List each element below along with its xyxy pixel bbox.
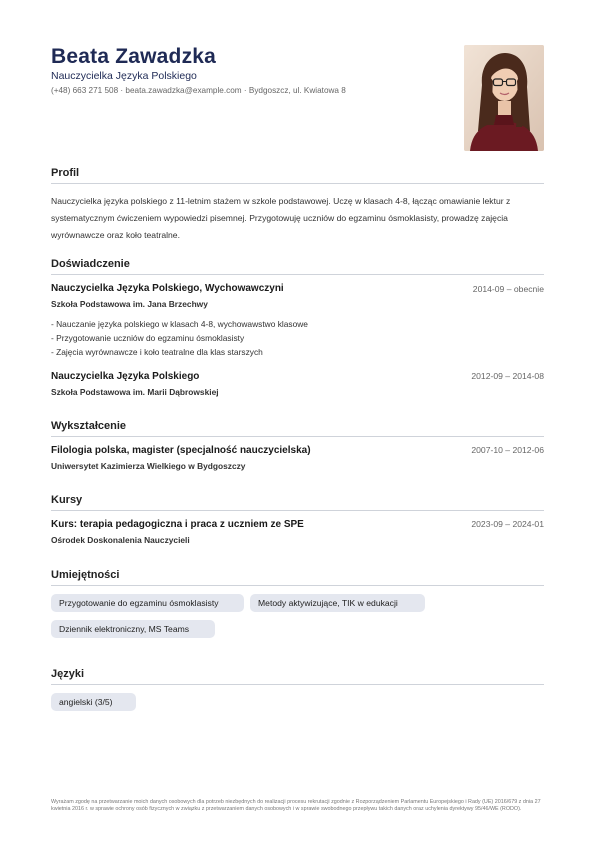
section-title-experience: Doświadczenie bbox=[51, 258, 130, 270]
section-title-courses: Kursy bbox=[51, 494, 83, 506]
section-divider bbox=[51, 684, 544, 685]
portrait-image bbox=[464, 45, 544, 151]
experience-date: 2012-09 – 2014-08 bbox=[471, 371, 544, 381]
candidate-role: Nauczycielka Języka Polskiego bbox=[51, 70, 197, 82]
section-divider bbox=[51, 585, 544, 586]
list-item: - Nauczanie języka polskiego w klasach 4-8, wychowawstwo klasowe bbox=[51, 319, 308, 329]
experience-title: Nauczycielka Języka Polskiego, Wychowawczyni bbox=[51, 283, 284, 294]
skill-tag: Dziennik elektroniczny, MS Teams bbox=[51, 620, 215, 638]
education-org: Uniwersytet Kazimierza Wielkiego w Bydgoszczy bbox=[51, 461, 246, 471]
section-title-languages: Języki bbox=[51, 668, 85, 680]
section-divider bbox=[51, 183, 544, 184]
section-title-education: Wykształcenie bbox=[51, 420, 127, 432]
education-title: Filologia polska, magister (specjalność nauczycielska) bbox=[51, 445, 311, 456]
experience-date: 2014-09 – obecnie bbox=[472, 284, 544, 294]
skill-tag: Przygotowanie do egzaminu ósmoklasisty bbox=[51, 594, 244, 612]
list-item: - Przygotowanie uczniów do egzaminu ósmoklasisty bbox=[51, 333, 245, 343]
candidate-name: Beata Zawadzka bbox=[51, 45, 217, 68]
education-date: 2007-10 – 2012-06 bbox=[471, 445, 544, 455]
skill-tag: Metody aktywizujące, TIK w edukacji bbox=[250, 594, 425, 612]
gdpr-consent-clause: Wyrażam zgodę na przetwarzanie moich danych osobowych dla potrzeb niezbędnych do realizacji procesu rekrutacji zgodnie z Rozporządzeniem Parlamentu Europejskiego i Rady (UE) 2016/679 z dnia 27 kwietnia 2016 r. w sprawie ochrony osób fizycznych w związku z przetwarzaniem danych osobowych i w sprawie swobodnego przepływu takich danych oraz uchylenia dyrektywy 95/46/WE (RODO). bbox=[51, 799, 541, 813]
course-org: Ośrodek Doskonalenia Nauczycieli bbox=[51, 535, 190, 545]
profile-photo bbox=[464, 45, 544, 151]
list-item: - Zajęcia wyrównawcze i koło teatralne dla klas starszych bbox=[51, 347, 263, 357]
contact-line: (+48) 663 271 508 · beata.zawadzka@example.com · Bydgoszcz, ul. Kwiatowa 8 bbox=[51, 86, 346, 95]
section-divider bbox=[51, 274, 544, 275]
section-divider bbox=[51, 510, 544, 511]
experience-bullets bbox=[51, 317, 308, 359]
experience-org: Szkoła Podstawowa im. Marii Dąbrowskiej bbox=[51, 387, 219, 397]
profile-summary: Nauczycielka języka polskiego z 11-letnim stażem w szkole podstawowej. Uczę w klasach 4-8, łącząc omawianie lektur z systematycznym ćwiczeniem wypowiedzi pisemnej. Przygotowuję uczniów do egzaminu ósmoklasisty, prowadzę zajęcia wyrównawcze oraz koło teatralne. bbox=[51, 196, 511, 240]
experience-title: Nauczycielka Języka Polskiego bbox=[51, 371, 200, 382]
course-date: 2023-09 – 2024-01 bbox=[471, 519, 544, 529]
language-tag: angielski (3/5) bbox=[51, 693, 136, 711]
course-title: Kurs: terapia pedagogiczna i praca z uczniem ze SPE bbox=[51, 519, 304, 530]
section-divider bbox=[51, 436, 544, 437]
cv-header bbox=[51, 44, 451, 96]
section-title-profile: Profil bbox=[51, 167, 80, 179]
section-title-skills: Umiejętności bbox=[51, 569, 120, 581]
experience-org: Szkoła Podstawowa im. Jana Brzechwy bbox=[51, 299, 208, 309]
